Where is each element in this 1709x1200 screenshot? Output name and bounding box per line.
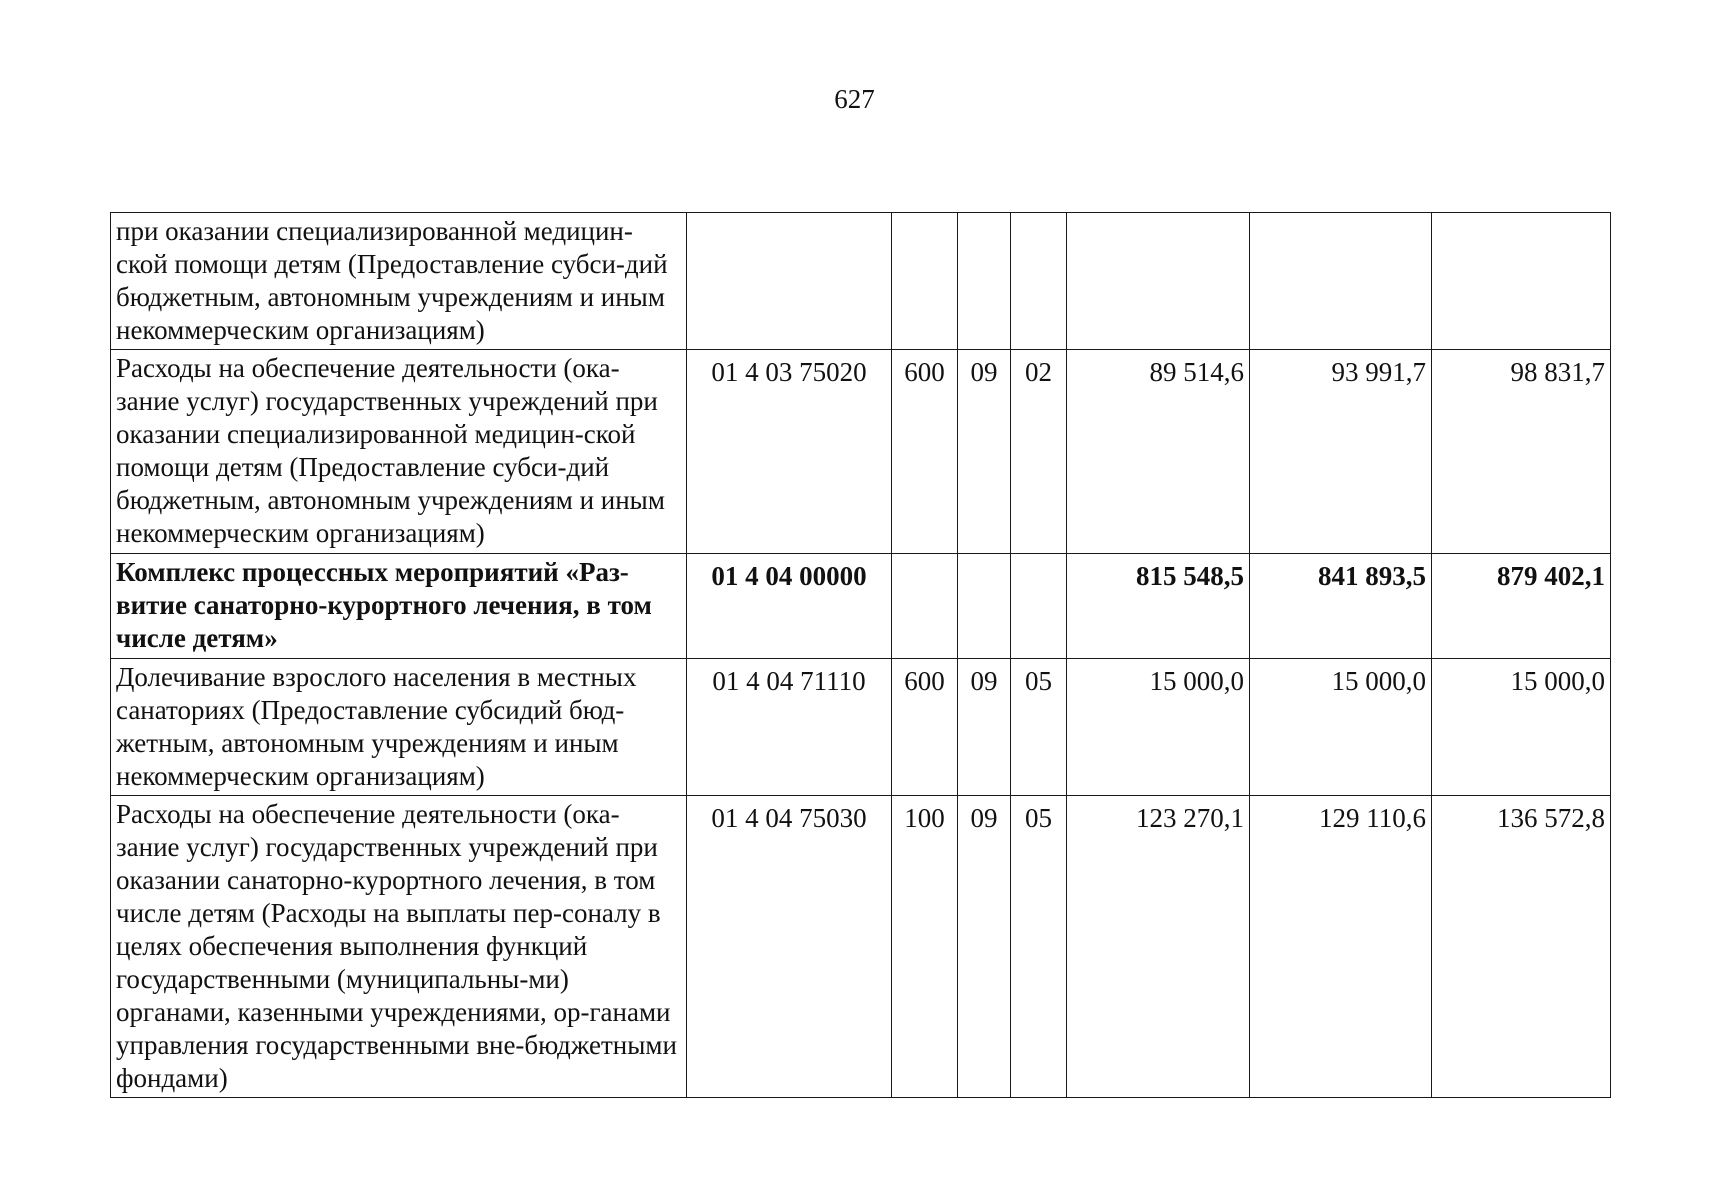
row-section: 09	[958, 796, 1011, 1098]
row-target-code	[687, 213, 892, 350]
row-expense-type: 600	[892, 350, 958, 554]
row-amount-2: 15 000,0	[1250, 659, 1432, 796]
row-amount-2: 129 110,6	[1250, 796, 1432, 1098]
row-expense-type	[892, 554, 958, 659]
row-section	[958, 554, 1011, 659]
row-expense-type	[892, 213, 958, 350]
row-amount-1: 15 000,0	[1067, 659, 1250, 796]
row-amount-3	[1432, 213, 1611, 350]
table-row	[111, 350, 1611, 554]
table-row	[111, 659, 1611, 796]
row-amount-2	[1250, 213, 1432, 350]
row-subsection	[1011, 554, 1067, 659]
row-target-code: 01 4 04 71110	[687, 659, 892, 796]
table-row	[111, 554, 1611, 659]
row-amount-3: 98 831,7	[1432, 350, 1611, 554]
page-number: 627	[834, 84, 875, 114]
row-amount-3: 136 572,8	[1432, 796, 1611, 1098]
row-amount-1: 123 270,1	[1067, 796, 1250, 1098]
row-amount-2: 841 893,5	[1250, 554, 1432, 659]
row-subsection: 05	[1011, 659, 1067, 796]
row-description: при оказании специализированной медицин-ской помощи детям (Предоставление субси-дий бюджетным, автономным учреждениям и иным некоммерческим организациям)	[111, 213, 687, 350]
row-subsection: 05	[1011, 796, 1067, 1098]
row-amount-1: 815 548,5	[1067, 554, 1250, 659]
row-subsection: 02	[1011, 350, 1067, 554]
row-target-code: 01 4 04 75030	[687, 796, 892, 1098]
row-section: 09	[958, 350, 1011, 554]
row-subsection	[1011, 213, 1067, 350]
row-description: Комплекс процессных мероприятий «Раз-витие санаторно-курортного лечения, в том числе детям»	[111, 554, 687, 659]
row-section: 09	[958, 659, 1011, 796]
row-amount-1: 89 514,6	[1067, 350, 1250, 554]
row-amount-1	[1067, 213, 1250, 350]
table-row	[111, 796, 1611, 1098]
row-amount-2: 93 991,7	[1250, 350, 1432, 554]
row-target-code: 01 4 03 75020	[687, 350, 892, 554]
row-amount-3: 15 000,0	[1432, 659, 1611, 796]
row-expense-type: 100	[892, 796, 958, 1098]
row-target-code: 01 4 04 00000	[687, 554, 892, 659]
row-amount-3: 879 402,1	[1432, 554, 1611, 659]
row-description: Долечивание взрослого населения в местных санаториях (Предоставление субсидий бюд-жетным, автономным учреждениям и иным некоммерческим организациям)	[111, 659, 687, 796]
row-expense-type: 600	[892, 659, 958, 796]
row-description: Расходы на обеспечение деятельности (ока-зание услуг) государственных учреждений при оказании санаторно-курортного лечения, в том числе детям (Расходы на выплаты пер-соналу в целях обеспечения выполнения функций государственными (муниципальны-ми) органами, казенными учреждениями, ор-ганами управления государственными вне-бюджетными фондами)	[111, 796, 687, 1098]
table-row	[111, 213, 1611, 350]
budget-table	[110, 212, 1611, 1098]
row-section	[958, 213, 1011, 350]
row-description: Расходы на обеспечение деятельности (ока-зание услуг) государственных учреждений при оказании специализированной медицин-ской помощи детям (Предоставление субси-дий бюджетным, автономным учреждениям и иным некоммерческим организациям)	[111, 350, 687, 554]
